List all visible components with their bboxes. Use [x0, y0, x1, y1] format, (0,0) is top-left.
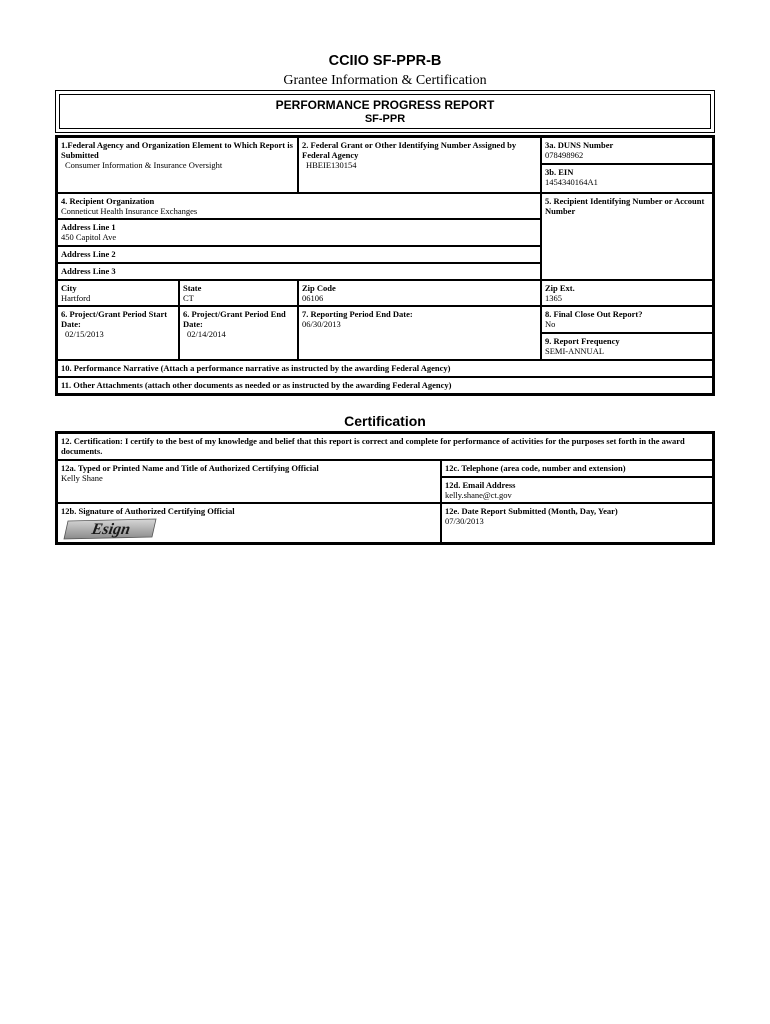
field-2-grant-number — [298, 137, 541, 193]
field-12a-label: 12a. Typed or Printed Name and Title of Authorized Certifying Official — [61, 463, 319, 473]
field-7-reporting-end — [298, 306, 541, 360]
field-12-label: 12. Certification: I certify to the best of my knowledge and belief that this report is correct and complete for performance of activities for the purposes set forth in the award documents. — [61, 436, 685, 456]
field-6b-label: 6. Project/Grant Period End Date: — [183, 309, 286, 329]
field-2-label: 2. Federal Grant or Other Identifying Number Assigned by Federal Agency — [302, 140, 517, 160]
field-12d-label: 12d. Email Address — [445, 480, 516, 490]
city-value: Hartford — [61, 293, 91, 303]
address-line-1-value: 450 Capitol Ave — [61, 232, 117, 242]
zip-value: 06106 — [302, 293, 324, 303]
field-12e-date-submitted — [441, 503, 713, 543]
city-label: City — [61, 283, 77, 293]
field-8-value: No — [545, 319, 556, 329]
field-3b-label: 3b. EIN — [545, 167, 574, 177]
field-3b-value: 1454340164A1 — [545, 177, 598, 187]
certification-title: Certification — [344, 413, 426, 429]
esign-logo — [62, 518, 158, 540]
field-11-attachments — [57, 377, 713, 394]
state-value: CT — [183, 293, 194, 303]
field-3a-label: 3a. DUNS Number — [545, 140, 614, 150]
field-6a-value: 02/15/2013 — [65, 329, 104, 339]
field-1-agency — [57, 137, 298, 193]
field-7-label: 7. Reporting Period End Date: — [302, 309, 413, 319]
zip-field — [298, 280, 541, 306]
field-3a-value: 078498962 — [545, 150, 584, 160]
field-12d-email — [441, 477, 713, 503]
field-1-label: 1.Federal Agency and Organization Element to Which Report is Submitted — [61, 140, 293, 160]
city-field — [57, 280, 179, 306]
field-4-recipient-org — [57, 193, 541, 219]
field-5-account-number — [541, 193, 713, 280]
field-12d-value: kelly.shane@ct.gov — [445, 490, 512, 500]
field-12c-telephone — [441, 460, 713, 477]
field-3a-duns — [541, 137, 713, 164]
field-1-value: Consumer Information & Insurance Oversight — [65, 160, 223, 170]
address-line-3-label: Address Line 3 — [61, 266, 116, 276]
field-6b-value: 02/14/2014 — [187, 329, 226, 339]
field-8-final-closeout — [541, 306, 713, 333]
field-12-certification — [57, 433, 713, 460]
report-title-box — [55, 90, 715, 133]
field-10-label: 10. Performance Narrative (Attach a performance narrative as instructed by the awarding Federal Agency) — [61, 363, 451, 373]
field-8-label: 8. Final Close Out Report? — [545, 309, 643, 319]
field-3b-ein — [541, 164, 713, 193]
field-6-end-date — [179, 306, 298, 360]
field-4-value: Conneticut Health Insurance Exchanges — [61, 206, 198, 216]
address-line-2-label: Address Line 2 — [61, 249, 116, 259]
address-line-1-label: Address Line 1 — [61, 222, 116, 232]
field-6-start-date — [57, 306, 179, 360]
field-12e-value: 07/30/2013 — [445, 516, 484, 526]
field-12a-official-name — [57, 460, 441, 503]
field-2-value: HBEIE130154 — [306, 160, 357, 170]
field-12b-signature — [57, 503, 441, 543]
zip-ext-field — [541, 280, 713, 306]
field-12c-label: 12c. Telephone (area code, number and extension) — [445, 463, 626, 473]
report-title: PERFORMANCE PROGRESS REPORT — [275, 98, 495, 112]
zip-label: Zip Code — [302, 283, 336, 293]
field-9-report-frequency — [541, 333, 713, 360]
address-line-1 — [57, 219, 541, 246]
field-6a-label: 6. Project/Grant Period Start Date: — [61, 309, 168, 329]
field-5-label: 5. Recipient Identifying Number or Account Number — [545, 196, 705, 216]
field-12e-label: 12e. Date Report Submitted (Month, Day, Year) — [445, 506, 618, 516]
address-line-3 — [57, 263, 541, 280]
field-12a-value: Kelly Shane — [61, 473, 103, 483]
form-id: CCIIO SF-PPR-B — [328, 53, 442, 69]
address-line-2 — [57, 246, 541, 263]
svg-text:Esign: Esign — [90, 521, 132, 538]
state-label: State — [183, 283, 202, 293]
form-subtitle: Grantee Information & Certification — [283, 73, 487, 88]
field-9-value: SEMI-ANNUAL — [545, 346, 605, 356]
field-11-label: 11. Other Attachments (attach other documents as needed or as instructed by the awarding Federal Agency) — [61, 380, 452, 390]
field-7-value: 06/30/2013 — [302, 319, 341, 329]
report-subtitle: SF-PPR — [364, 113, 406, 125]
state-field — [179, 280, 298, 306]
field-12b-label: 12b. Signature of Authorized Certifying Official — [61, 506, 235, 516]
zip-ext-label: Zip Ext. — [545, 283, 575, 293]
field-4-label: 4. Recipient Organization — [61, 196, 155, 206]
zip-ext-value: 1365 — [545, 293, 562, 303]
field-10-narrative — [57, 360, 713, 377]
field-9-label: 9. Report Frequency — [545, 336, 620, 346]
